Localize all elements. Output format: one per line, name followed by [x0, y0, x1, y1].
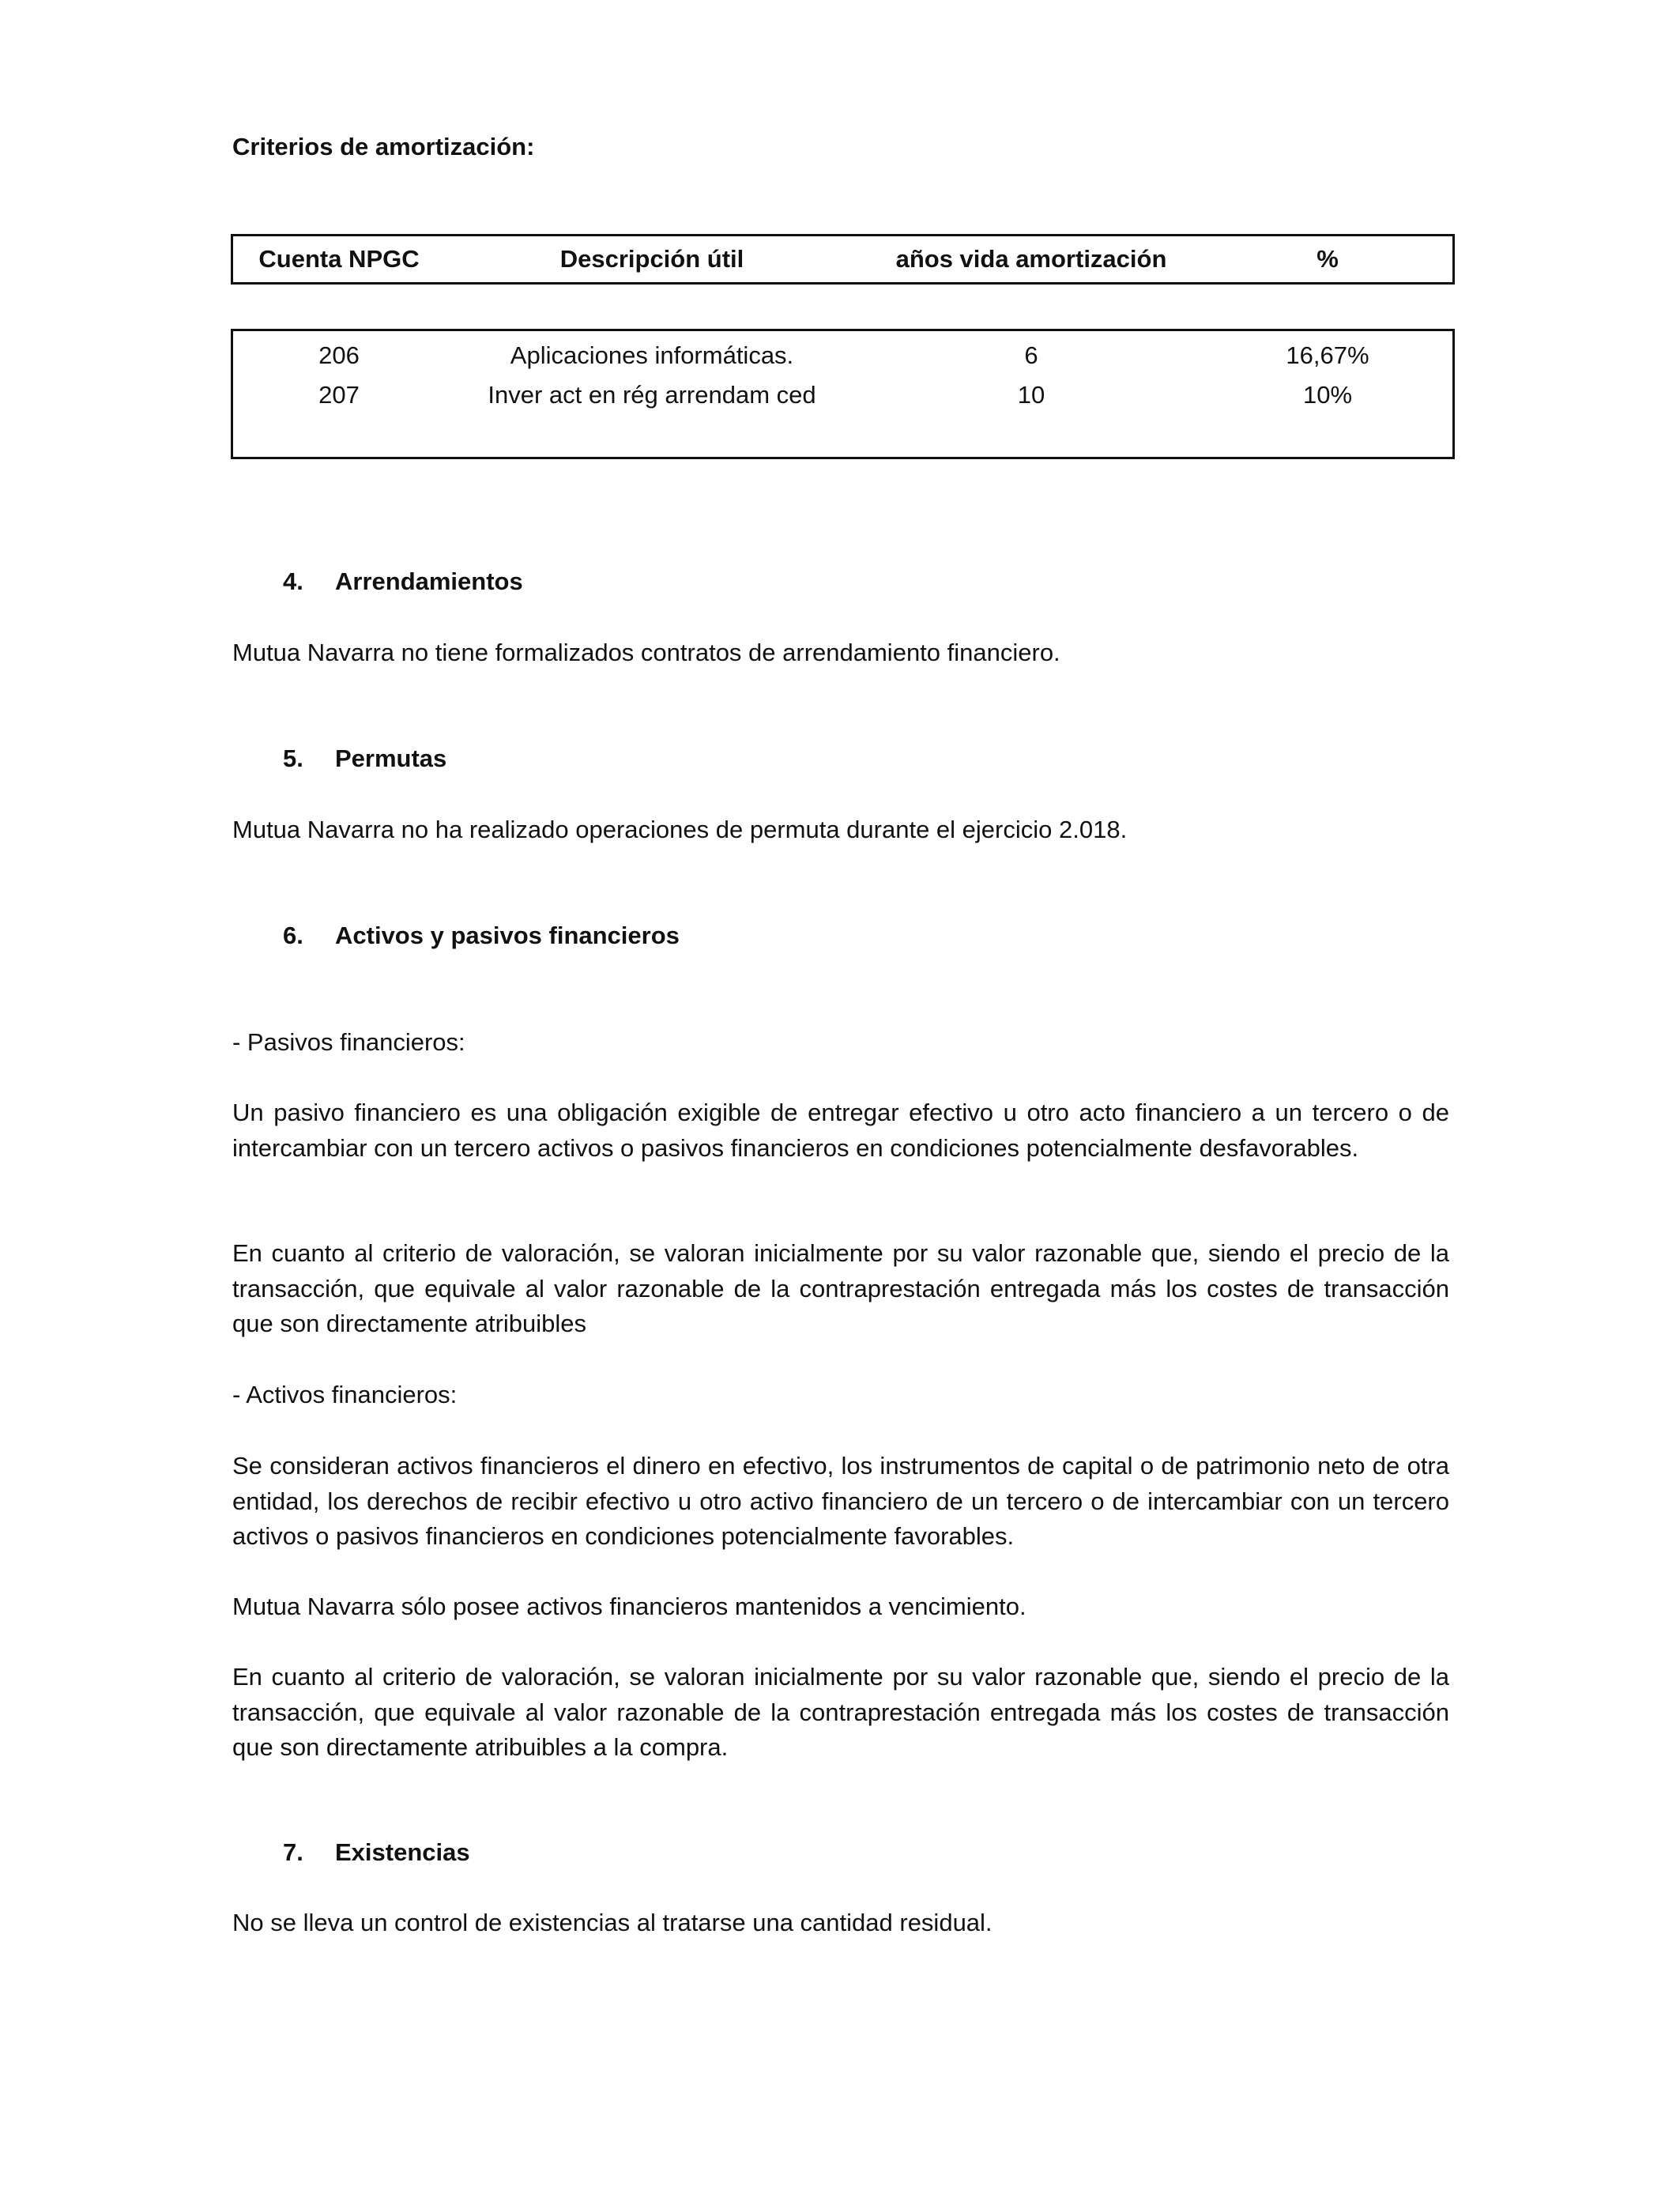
- row-206-description: Aplicaciones informáticas.: [510, 341, 794, 369]
- row-207-years: 10: [1017, 381, 1045, 409]
- activos-heading: - Activos financieros:: [232, 1381, 458, 1408]
- amortization-title: Criterios de amortización:: [232, 133, 535, 160]
- header-cuenta: Cuenta NPGC: [258, 245, 420, 273]
- row-206-percent: 16,67%: [1286, 341, 1369, 369]
- section-7-title: Existencias: [335, 1838, 470, 1866]
- activos-definition-paragraph: Se consideran activos financieros el dinero en efectivo, los instrumentos de capital o de patrimonio neto de otra entidad, los derechos de recibir efectivo u otro activo financiero de un tercero o de intercambiar con un tercero activos o pasivos financieros en condiciones potencialmente favorables.: [232, 1452, 1449, 1550]
- section-4-number: 4.: [283, 567, 303, 595]
- activos-held-paragraph: Mutua Navarra sólo posee activos financieros mantenidos a vencimiento.: [232, 1593, 1026, 1620]
- row-206-years: 6: [1024, 341, 1038, 369]
- section-5-number: 5.: [283, 745, 303, 772]
- section-6-title: Activos y pasivos financieros: [335, 922, 680, 949]
- pasivos-definition-paragraph: Un pasivo financiero es una obligación exigible de entregar efectivo u otro acto financiero a un tercero o de intercambiar con un tercero activos o pasivos financieros en condiciones potencialmente desfavorables.: [232, 1099, 1449, 1162]
- row-206-account: 206: [318, 341, 360, 369]
- section-4-paragraph: Mutua Navarra no tiene formalizados contratos de arrendamiento financiero.: [232, 639, 1060, 666]
- section-7-number: 7.: [283, 1838, 303, 1866]
- pasivos-heading: - Pasivos financieros:: [232, 1028, 465, 1056]
- header-descripcion: Descripción útil: [559, 245, 744, 273]
- section-7-paragraph: No se lleva un control de existencias al tratarse una cantidad residual.: [232, 1909, 993, 1936]
- row-207-account: 207: [318, 381, 360, 409]
- activos-valuation-paragraph: En cuanto al criterio de valoración, se valoran inicialmente por su valor razonable que, siendo el precio de la transacción, que equivale al valor razonable de la contraprestación entregada más los costes de transacción que son directamente atribuibles a la compra.: [232, 1663, 1449, 1761]
- pasivos-valuation-paragraph: En cuanto al criterio de valoración, se valoran inicialmente por su valor razonable que, siendo el precio de la transacción, que equivale al valor razonable de la contraprestación entregada más los costes de transacción que son directamente atribuibles: [232, 1239, 1449, 1337]
- header-percent: %: [1317, 245, 1339, 273]
- header-anos-vida: años vida amortización: [895, 245, 1167, 273]
- section-5-title: Permutas: [335, 745, 447, 772]
- section-6-number: 6.: [283, 922, 303, 949]
- row-207-percent: 10%: [1302, 381, 1353, 409]
- row-207-description: Inver act en rég arrendam ced: [488, 381, 816, 409]
- section-5-paragraph: Mutua Navarra no ha realizado operaciones de permuta durante el ejercicio 2.018.: [232, 816, 1128, 843]
- section-4-title: Arrendamientos: [335, 567, 523, 595]
